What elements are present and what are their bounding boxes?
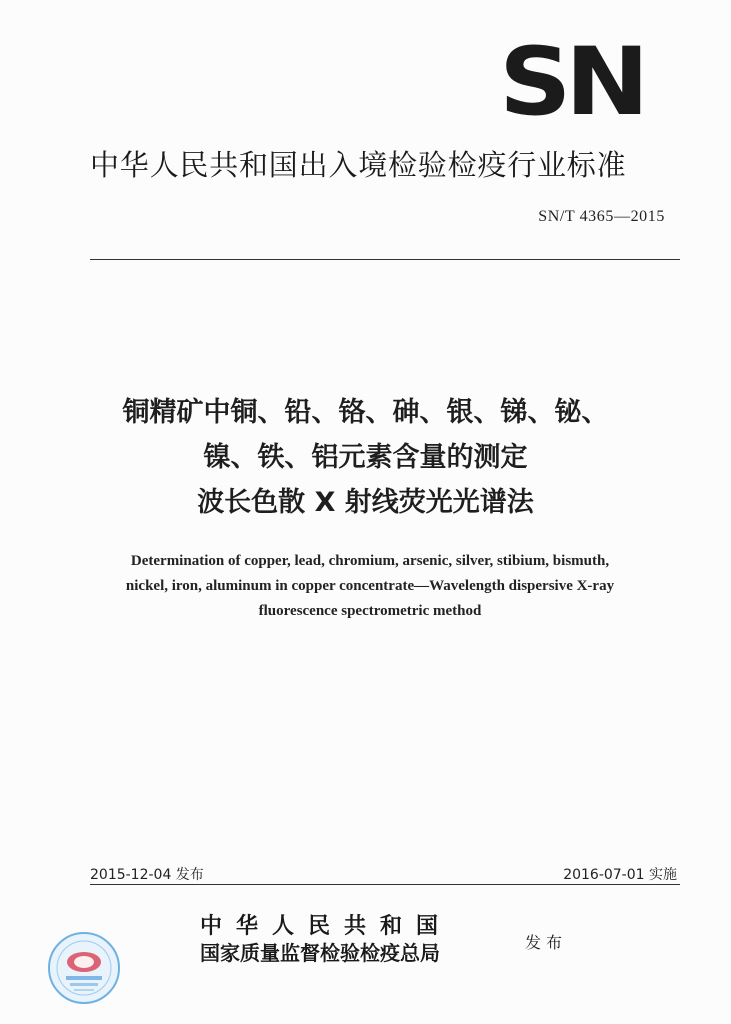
title-cn-line: 波长色散 X 射线荧光光谱法 — [197, 487, 534, 518]
title-english — [60, 549, 680, 624]
issue-date: 2015-12-04 发布 — [90, 867, 204, 883]
bottom-divider — [90, 884, 680, 885]
top-divider — [90, 259, 680, 260]
implementation-date: 2016-07-01 实施 — [563, 867, 677, 883]
issuer-country: 中华人民共和国 — [200, 913, 453, 939]
title-cn-line: 铜精矿中铜、铅、铬、砷、银、锑、铋、 — [122, 397, 609, 428]
title-chinese — [0, 390, 731, 525]
title-en-line: nickel, iron, aluminum in copper concentrate—Wavelength dispersive X-ray — [125, 578, 615, 594]
issue-suffix: 发布 — [525, 933, 568, 952]
anti-counterfeit-stamp-icon — [46, 930, 122, 1006]
standard-number: SN/T 4365—2015 — [538, 208, 665, 225]
title-en-line: fluorescence spectrometric method — [258, 603, 482, 619]
sn-logo-icon — [499, 44, 643, 116]
issuer-agency: 国家质量监督检验检疫总局 — [200, 941, 440, 965]
sn-logo-text: SN — [499, 44, 643, 116]
issuing-authority — [200, 912, 452, 966]
title-en-line: Determination of copper, lead, chromium, arsenic, silver, stibium, bismuth, — [130, 553, 610, 569]
standard-category: 中华人民共和国出入境检验检疫行业标准 — [90, 148, 627, 182]
title-cn-line: 镍、铁、铝元素含量的测定 — [203, 442, 528, 473]
